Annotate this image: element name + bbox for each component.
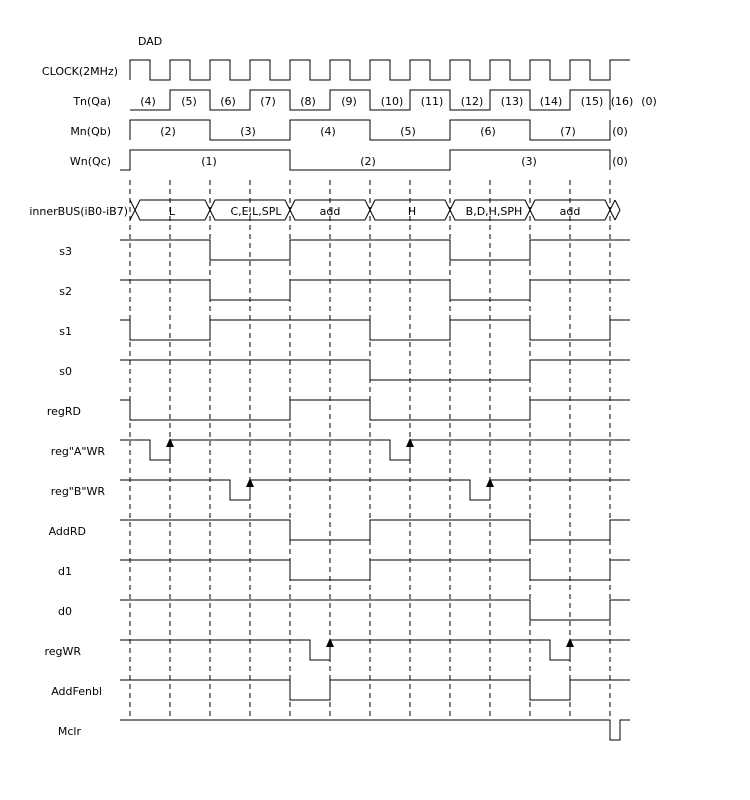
rega-rising-arrow <box>406 438 414 447</box>
bus-value-label: add <box>319 205 341 218</box>
mn-label: (4) <box>320 125 336 138</box>
clock-waveform <box>130 60 630 80</box>
bus-waveform <box>130 200 620 220</box>
s3-waveform <box>120 240 630 260</box>
tn-label: (13) <box>500 95 524 108</box>
signal-label-bus: innerBUS(iB0-iB7) <box>29 205 128 218</box>
bus-value-label: H <box>407 205 417 218</box>
signal-label-regwr: regWR <box>44 645 81 658</box>
signal-label-s1: s1 <box>59 325 72 338</box>
tn-label: (15) <box>580 95 604 108</box>
tn-label: (4) <box>140 95 156 108</box>
mn-label: (2) <box>160 125 176 138</box>
mn-label: (0) <box>612 125 628 138</box>
tn-label: (0) <box>641 95 657 108</box>
tn-label: (11) <box>420 95 444 108</box>
wn-label: (3) <box>521 155 537 168</box>
signal-label-s2: s2 <box>59 285 72 298</box>
mn-label: (5) <box>400 125 416 138</box>
d1-waveform <box>120 560 630 580</box>
signal-label-s0: s0 <box>59 365 72 378</box>
signal-label-mclr: Mclr <box>57 725 81 738</box>
signal-label-s3: s3 <box>59 245 72 258</box>
s1-waveform <box>120 320 630 340</box>
signal-label-wn: Wn(Qc) <box>69 155 111 168</box>
addrd-waveform <box>120 520 630 540</box>
tn-label: (5) <box>181 95 197 108</box>
regb-rising-arrow <box>246 478 254 487</box>
signal-label-regb: reg"B"WR <box>50 485 105 498</box>
wn-state-labels <box>201 155 628 168</box>
diagram-title: DAD <box>138 35 163 48</box>
signal-label-rega: reg"A"WR <box>50 445 105 458</box>
d0-waveform <box>120 600 630 620</box>
tn-label: (16) <box>610 95 634 108</box>
signal-label-d1: d1 <box>58 565 72 578</box>
regwr-waveform <box>120 640 630 660</box>
mn-state-labels <box>160 125 628 138</box>
tn-label: (10) <box>380 95 404 108</box>
mn-label: (7) <box>560 125 576 138</box>
mn-label: (6) <box>480 125 496 138</box>
s2-waveform <box>120 280 630 300</box>
signal-label-addrd: AddRD <box>48 525 86 538</box>
period-guides <box>130 180 610 720</box>
tn-label: (14) <box>539 95 563 108</box>
rega-rising-arrow <box>166 438 174 447</box>
tn-label: (6) <box>220 95 236 108</box>
tn-label: (9) <box>341 95 357 108</box>
signal-label-tn: Tn(Qa) <box>73 95 111 108</box>
wn-label: (0) <box>612 155 628 168</box>
mn-waveform <box>130 120 610 140</box>
bus-value-label: B,D,H,SPH <box>465 205 523 218</box>
regb-rising-arrow <box>486 478 494 487</box>
regrd-waveform <box>120 400 630 420</box>
bus-value-label: add <box>559 205 581 218</box>
tn-waveform <box>130 90 610 110</box>
tn-label: (7) <box>260 95 276 108</box>
regwr-rising-arrow <box>566 638 574 647</box>
regwr-rising-arrow <box>326 638 334 647</box>
wn-label: (2) <box>360 155 376 168</box>
tn-state-labels <box>140 95 657 108</box>
signal-label-d0: d0 <box>58 605 72 618</box>
signal-labels <box>29 65 128 738</box>
tn-label: (12) <box>460 95 484 108</box>
wn-label: (1) <box>201 155 217 168</box>
tn-label: (8) <box>300 95 316 108</box>
signal-label-clock: CLOCK(2MHz) <box>41 65 118 78</box>
s0-waveform <box>120 360 630 380</box>
signal-label-mn: Mn(Qb) <box>70 125 111 138</box>
mclr-waveform <box>120 720 630 740</box>
bus-value-label: L <box>168 205 176 218</box>
regb-waveform <box>120 480 630 500</box>
bus-value-label: C,E,L,SPL <box>230 205 282 218</box>
mn-label: (3) <box>240 125 256 138</box>
bus-value-labels <box>169 205 580 218</box>
signal-label-addfenbl: AddFenbl <box>51 685 102 698</box>
signal-label-regrd: regRD <box>46 405 81 418</box>
addfenbl-waveform <box>120 680 630 700</box>
rega-waveform <box>120 440 630 460</box>
